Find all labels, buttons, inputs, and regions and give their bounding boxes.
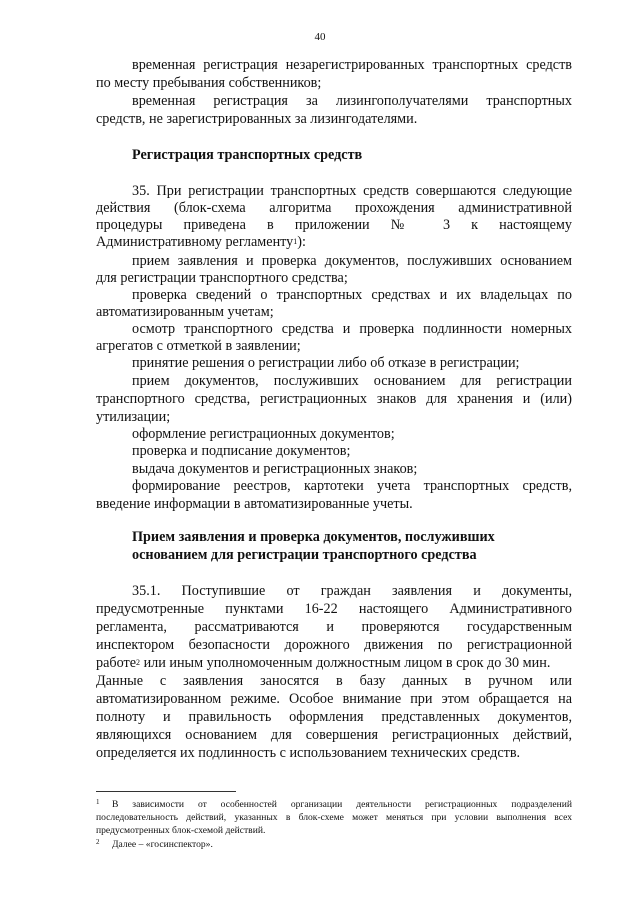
intro-line: средств, не зарегистрированных за лизингодателями.	[96, 111, 418, 127]
footnote-line: предусмотренных блок-схемой действий.	[96, 825, 266, 836]
action-item: проверка сведений о транспортных средствах и их владельцах по	[132, 287, 572, 303]
paragraph-line: полноту и правильность оформления представленных документов,	[96, 709, 572, 725]
paragraph-line: являющихся основанием для совершения регистрационных действий,	[96, 727, 572, 743]
footnote-ref: 2	[136, 658, 141, 667]
footnote-line: последовательность действий, указанных в блок-схеме может меняться при условии выполнения всех	[96, 812, 572, 823]
action-item: прием документов, послуживших основанием для регистрации	[132, 373, 572, 389]
paragraph-line: действия (блок-схема алгоритма прохождения административной	[96, 200, 572, 216]
section-heading: Регистрация транспортных средств	[132, 147, 363, 163]
action-item: формирование реестров, картотеки учета транспортных средств,	[132, 478, 572, 494]
action-item: введение информации в автоматизированные учеты.	[96, 496, 413, 512]
action-item: транспортного средства, регистрационных знаков для хранения и (или)	[96, 391, 572, 407]
page-number: 40	[314, 31, 326, 43]
action-item: выдача документов и регистрационных знаков;	[132, 461, 418, 477]
paragraph-line: регламента, рассматриваются и проверяются государственным	[96, 619, 572, 635]
paragraph-line: автоматизированном режиме. Особое внимание при этом обращается на	[96, 691, 572, 707]
section-heading: основанием для регистрации транспортного средства	[132, 547, 477, 563]
intro-line: по месту пребывания собственников;	[96, 75, 322, 91]
footnote-line: В зависимости от особенностей организации деятельности регистрационных подразделений	[112, 799, 572, 810]
action-item: агрегатов с отметкой в заявлении;	[96, 338, 301, 354]
paragraph-line: Данные с заявления заносятся в базу данных в ручном или	[96, 673, 572, 689]
paragraph-line: процедуры приведена в приложении № 3 к настоящему	[96, 217, 572, 233]
footnote-mark: 2	[96, 838, 100, 846]
paragraph-line: работе$^2$ или иным уполномоченным должностным лицом в срок до 30 мин.	[96, 655, 551, 671]
paragraph-line: предусмотренные пунктами 16-22 настоящего Административного	[96, 601, 572, 617]
paragraph-line: определяется их подлинность с использованием технических средств.	[96, 745, 521, 761]
intro-line: временная регистрация незарегистрированных транспортных средств	[132, 57, 572, 73]
paragraph-line: 35.1. Поступившие от граждан заявления и документы,	[132, 583, 572, 599]
action-item: утилизации;	[96, 409, 171, 425]
footnote-line: Далее – «госинспектор».	[112, 839, 213, 850]
section-heading: Прием заявления и проверка документов, послуживших	[132, 529, 495, 545]
action-item: осмотр транспортного средства и проверка подлинности номерных	[132, 321, 572, 337]
action-item: принятие решения о регистрации либо об отказе в регистрации;	[132, 355, 520, 371]
paragraph-line: Административному регламенту$^1$):	[96, 234, 306, 250]
paragraph-line: инспектором безопасности дорожного движения по регистрационной	[96, 637, 572, 653]
action-item: проверка и подписание документов;	[132, 443, 351, 459]
action-item: прием заявления и проверка документов, послуживших основанием	[132, 253, 572, 269]
footnote-ref: 1	[293, 237, 298, 246]
intro-line: временная регистрация за лизингополучателями транспортных	[132, 93, 572, 109]
footnote-separator	[96, 791, 236, 792]
action-item: оформление регистрационных документов;	[132, 426, 395, 442]
paragraph-line: 35. При регистрации транспортных средств совершаются следующие	[132, 183, 572, 199]
action-item: для регистрации транспортного средства;	[96, 270, 348, 286]
footnote-mark: 1	[96, 798, 100, 806]
action-item: автоматизированным учетам;	[96, 304, 274, 320]
